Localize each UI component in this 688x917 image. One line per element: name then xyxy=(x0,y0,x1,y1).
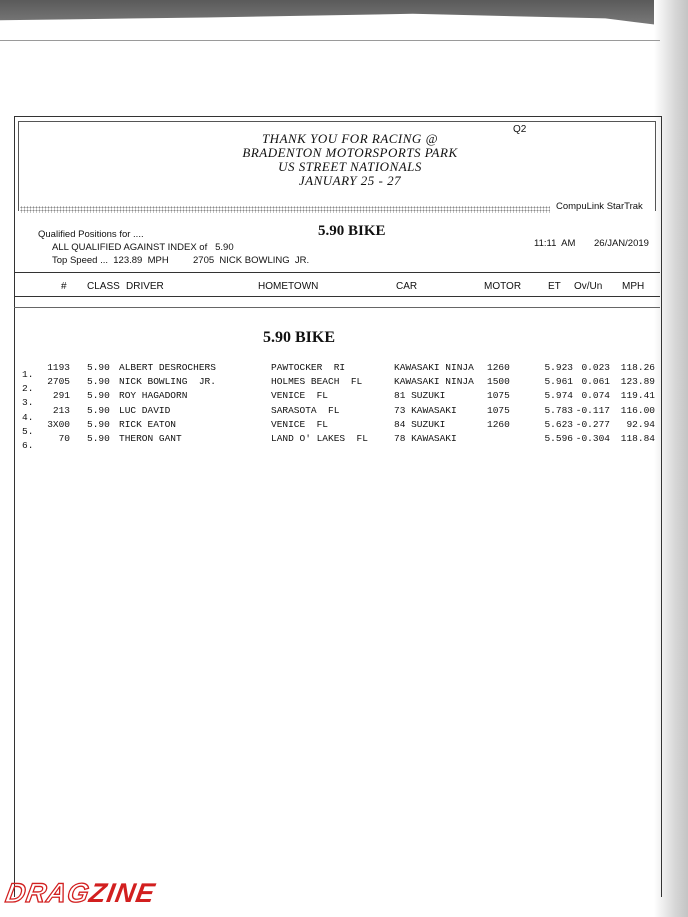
dragzine-logo xyxy=(3,878,157,909)
col-et: ET xyxy=(548,281,561,292)
class-title: 5.90 BIKE xyxy=(318,223,386,239)
logo-part-zine: ZINE xyxy=(86,878,158,908)
cell-motor: 1075 xyxy=(487,404,510,416)
col-hometown: HOMETOWN xyxy=(258,281,319,292)
cell-et: 5.623 xyxy=(544,418,573,430)
cell-car: 73 KAWASAKI xyxy=(394,404,457,416)
col-mph: MPH xyxy=(622,281,645,292)
cell-hometown: VENICE FL xyxy=(271,418,329,430)
cell-mph: 118.26 xyxy=(620,362,655,373)
timing-system-label: CompuLink StarTrak xyxy=(556,201,643,212)
col-driver: DRIVER xyxy=(126,281,164,292)
cell-driver: ROY HAGADORN xyxy=(119,390,188,402)
index-line: ALL QUALIFIED AGAINST INDEX of 5.90 xyxy=(52,242,234,253)
report-frame-inner-right xyxy=(655,121,656,211)
header-rule-bottom xyxy=(14,296,660,297)
cell-pos: 4. xyxy=(22,411,34,423)
header-rule-bottom-2 xyxy=(14,307,660,308)
cell-num: 3X00 xyxy=(47,418,70,430)
cell-num: 70 xyxy=(58,433,70,444)
header-line-4: JANUARY 25 - 27 xyxy=(298,173,402,188)
col-car: CAR xyxy=(396,281,418,292)
cell-car: 78 KAWASAKI xyxy=(394,433,457,444)
cell-ovun: 0.023 xyxy=(581,362,610,373)
header-rule-top xyxy=(14,272,660,273)
col-class: CLASS xyxy=(87,281,120,292)
cell-hometown: LAND O' LAKES FL xyxy=(271,433,368,444)
cell-ovun: -0.277 xyxy=(575,418,610,430)
report-frame-inner-left xyxy=(18,121,19,211)
cell-et: 5.923 xyxy=(544,362,573,373)
cell-hometown: HOLMES BEACH FL xyxy=(271,376,363,388)
cell-car: KAWASAKI NINJA xyxy=(394,362,474,373)
cell-pos: 3. xyxy=(22,397,34,409)
cell-et: 5.961 xyxy=(544,376,573,388)
col-motor: MOTOR xyxy=(484,281,522,292)
cell-car: 81 SUZUKI xyxy=(394,390,446,402)
cell-driver: ALBERT DESROCHERS xyxy=(119,362,216,373)
header-line-1: THANK YOU FOR RACING @ xyxy=(261,131,439,146)
cell-et: 5.974 xyxy=(544,390,573,402)
cell-ovun: 0.061 xyxy=(581,376,610,388)
cell-num: 291 xyxy=(52,390,70,402)
cell-num: 2705 xyxy=(47,376,70,388)
col-ovun: Ov/Un xyxy=(574,281,603,292)
cell-motor: 1500 xyxy=(487,376,510,388)
cell-car: KAWASAKI NINJA xyxy=(394,376,474,388)
report-frame-inner-top xyxy=(18,121,656,122)
cell-motor: 1075 xyxy=(487,390,510,402)
cell-driver: NICK BOWLING JR. xyxy=(119,376,216,388)
cell-class: 5.90 xyxy=(87,433,110,444)
cell-class: 5.90 xyxy=(87,404,110,416)
cell-mph: 92.94 xyxy=(626,418,655,430)
top-speed: Top Speed ... 123.89 MPH xyxy=(52,255,169,266)
header-line-3: US STREET NATIONALS xyxy=(278,159,422,174)
cell-class: 5.90 xyxy=(87,376,110,388)
qualified-positions-label: Qualified Positions for .... xyxy=(38,229,144,240)
report-date: 26/JAN/2019 xyxy=(594,238,649,249)
results-class-title: 5.90 BIKE xyxy=(263,329,336,346)
cell-mph: 118.84 xyxy=(620,433,655,444)
cell-hometown: VENICE FL xyxy=(271,390,329,402)
cell-ovun: 0.074 xyxy=(581,390,610,402)
cell-pos: 5. xyxy=(22,425,34,437)
cell-driver: LUC DAVID xyxy=(119,404,171,416)
round-label: Q2 xyxy=(513,124,527,135)
top-speed-driver: 2705 NICK BOWLING JR. xyxy=(193,255,310,266)
cell-class: 5.90 xyxy=(87,362,110,373)
cell-pos: 2. xyxy=(22,383,34,395)
cell-ovun: -0.117 xyxy=(575,404,610,416)
cell-et: 5.596 xyxy=(544,433,573,444)
cell-et: 5.783 xyxy=(544,404,573,416)
cell-hometown: SARASOTA FL xyxy=(271,404,340,416)
logo-part-drag: DRAG xyxy=(3,878,93,908)
cell-motor: 1260 xyxy=(487,418,510,430)
cell-driver: RICK EATON xyxy=(119,418,177,430)
paper-edge xyxy=(0,40,660,41)
header-line-2: BRADENTON MOTORSPORTS PARK xyxy=(242,145,458,160)
col-num: # xyxy=(61,281,67,292)
cell-mph: 123.89 xyxy=(620,376,655,388)
cell-hometown: PAWTOCKER RI xyxy=(271,362,346,373)
cell-mph: 119.41 xyxy=(620,390,655,402)
cell-pos: 1. xyxy=(22,369,34,380)
cell-mph: 116.00 xyxy=(620,404,655,416)
report-time: 11:11 AM xyxy=(534,238,576,249)
cell-pos: 6. xyxy=(22,440,34,451)
cell-driver: THERON GANT xyxy=(119,433,182,444)
cell-class: 5.90 xyxy=(87,418,110,430)
cell-motor: 1260 xyxy=(487,362,510,373)
cell-class: 5.90 xyxy=(87,390,110,402)
cell-car: 84 SUZUKI xyxy=(394,418,446,430)
dotted-band xyxy=(20,206,550,213)
cell-ovun: -0.304 xyxy=(575,433,610,444)
cell-num: 1193 xyxy=(47,362,70,373)
cell-num: 213 xyxy=(52,404,70,416)
